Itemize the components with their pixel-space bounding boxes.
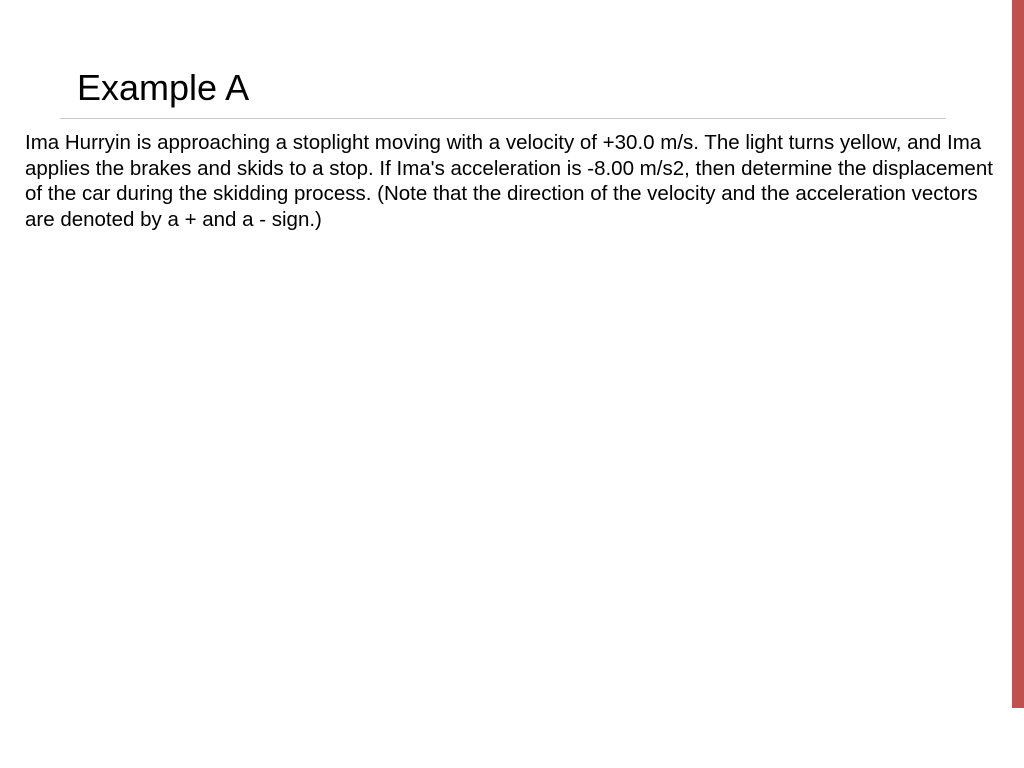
title-divider (60, 118, 946, 119)
slide-title: Example A (77, 67, 250, 108)
right-accent-bar (1012, 0, 1024, 708)
slide-body-text: Ima Hurryin is approaching a stoplight moving with a velocity of +30.0 m/s. The light turns yellow, and Ima applies the brakes and skids to a stop. If Ima's acceleration is -8.00 m/s2, then determine the displacement of the car during the skidding process. (Note that the direction of the velocity and the acceleration vectors are denoted by a + and a - sign.) (25, 131, 993, 231)
